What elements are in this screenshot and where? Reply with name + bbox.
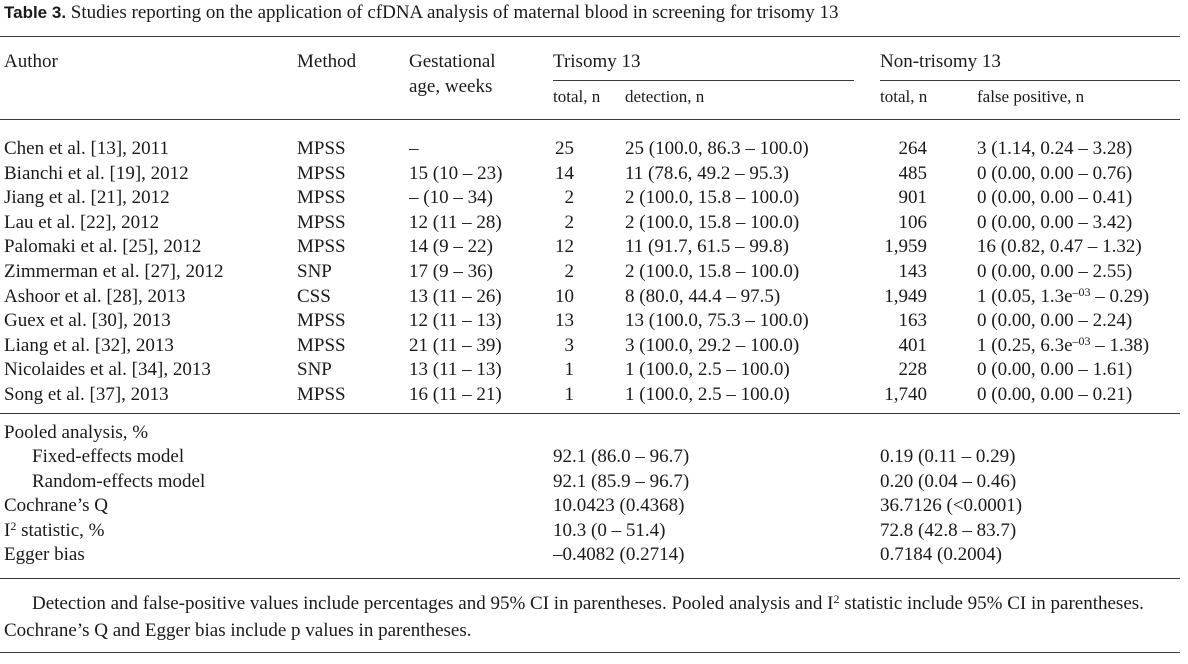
pooled-random-non: 0.20 (0.04 – 0.46) — [880, 471, 1017, 492]
cochrane-t13: 10.0423 (0.4368) — [553, 495, 685, 516]
cell-gestational-age: 12 (11 – 13) — [409, 310, 502, 332]
cell-method: CSS — [297, 285, 331, 307]
cell-detection: 2 (100.0, 15.8 – 100.0) — [625, 187, 800, 209]
cell-detection: 3 (100.0, 29.2 – 100.0) — [625, 334, 800, 356]
egger-t13: –0.4082 (0.2714) — [553, 544, 685, 565]
cell-gestational-age: 13 (11 – 13) — [409, 359, 502, 381]
cell-author: Chen et al. [13], 2011 — [4, 138, 169, 159]
cell-false-positive: 3 (1.14, 0.24 – 3.28) — [977, 138, 1133, 159]
cell-nontrisomy-total: 1,949 — [884, 285, 927, 307]
cell-method: MPSS — [297, 236, 346, 258]
pooled-fixed-non: 0.19 (0.11 – 0.29) — [880, 446, 1016, 467]
pooled-heading: Pooled analysis, % — [4, 422, 149, 443]
cell-trisomy-total: 10 — [555, 285, 574, 307]
header-rule — [0, 119, 1180, 120]
cell-detection: 2 (100.0, 15.8 – 100.0) — [625, 261, 800, 282]
header-detection-n: detection, n — [625, 87, 705, 106]
cell-trisomy-total: 14 — [555, 162, 574, 184]
header-false-positive-n: false positive, n — [977, 87, 1085, 106]
cell-method: MPSS — [297, 310, 346, 332]
pooled-random-label: Random-effects model — [32, 471, 206, 492]
cell-method: MPSS — [297, 334, 346, 356]
footnote-sup: 2 — [833, 592, 840, 606]
pooled-fixed-t13: 92.1 (86.0 – 96.7) — [553, 446, 690, 467]
cell-false-positive: 1 (0.25, $6.3e^{-03} - 1.38$) — [977, 333, 1150, 356]
header-nontrisomy: Non-trisomy 13 — [880, 51, 1001, 72]
header-trisomy: Trisomy 13 — [553, 51, 641, 72]
cell-method: MPSS — [297, 384, 346, 405]
cell-gestational-age: – — [409, 138, 419, 159]
cell-method: MPSS — [297, 211, 346, 233]
cell-detection: 13 (100.0, 75.3 – 100.0) — [625, 310, 809, 332]
cochrane-non: 36.7126 (<0.0001) — [880, 495, 1023, 516]
cell-nontrisomy-total: 1,740 — [884, 384, 927, 405]
pooled-random-t13: 92.1 (85.9 – 96.7) — [553, 471, 690, 492]
table-footnote — [4, 590, 1184, 644]
header-gestational-line2: age, weeks — [409, 76, 493, 97]
egger-label: Egger bias — [4, 544, 85, 565]
table-caption-text: Studies reporting on the application of cfDNA analysis of maternal blood in screening for trisomy 13 — [66, 2, 839, 23]
header-total-n-non: total, n — [880, 87, 928, 106]
cell-method: MPSS — [297, 162, 346, 184]
cell-gestational-age: 14 (9 – 22) — [409, 236, 493, 258]
cell-method: MPSS — [297, 187, 346, 209]
cell-detection: 8 (80.0, 44.4 – 97.5) — [625, 285, 781, 307]
cell-author: Ashoor et al. [28], 2013 — [4, 285, 186, 307]
cell-method: SNP — [297, 261, 332, 282]
cell-gestational-age: 16 (11 – 21) — [409, 384, 502, 405]
cell-false-positive: 0 (0.00, 0.00 – 0.21) — [977, 384, 1133, 405]
egger-non: 0.7184 (0.2004) — [880, 544, 1002, 565]
cell-author: Palomaki et al. [25], 2012 — [4, 236, 202, 258]
nontrisomy-span-rule — [880, 80, 1180, 81]
trisomy-span-rule — [553, 80, 854, 81]
body-rule — [0, 413, 1180, 414]
cell-author: Jiang et al. [21], 2012 — [4, 187, 170, 209]
i2-label-rest: statistic, % — [16, 520, 105, 541]
cell-nontrisomy-total: 106 — [898, 211, 927, 233]
cell-gestational-age: 17 (9 – 36) — [409, 261, 493, 282]
cell-method: SNP — [297, 359, 332, 381]
footnote-part1: Detection and false-positive values include percentages and 95% CI in parentheses. Pooled analysis and I — [32, 593, 834, 614]
cell-trisomy-total: 1 — [564, 359, 574, 381]
cell-false-positive: 0 (0.00, 0.00 – 3.42) — [977, 211, 1133, 233]
cell-trisomy-total: 13 — [555, 310, 574, 332]
cell-detection: 2 (100.0, 15.8 – 100.0) — [625, 211, 800, 233]
pooled-fixed-label: Fixed-effects model — [32, 446, 185, 467]
cell-author: Bianchi et al. [19], 2012 — [4, 162, 189, 184]
footnote-part2: statistic include 95% CI in parentheses. Cochrane’s Q and Egger bias include p values in parentheses. — [4, 593, 1144, 641]
cochrane-label: Cochrane’s Q — [4, 495, 108, 516]
cell-author: Guex et al. [30], 2013 — [4, 310, 171, 332]
cell-gestational-age: – (10 – 34) — [409, 187, 493, 209]
cell-author: Song et al. [37], 2013 — [4, 384, 169, 405]
header-method: Method — [297, 51, 357, 72]
cell-author: Liang et al. [32], 2013 — [4, 334, 174, 356]
cell-false-positive: 0 (0.00, 0.00 – 2.24) — [977, 310, 1133, 332]
i2-label — [4, 519, 104, 543]
cell-trisomy-total: 25 — [555, 138, 574, 159]
bottom-rule — [0, 578, 1180, 579]
i2-non: 72.8 (42.8 – 83.7) — [880, 520, 1017, 541]
cell-trisomy-total: 2 — [564, 211, 574, 233]
top-rule — [0, 36, 1180, 37]
cell-false-positive: 0 (0.00, 0.00 – 0.76) — [977, 162, 1133, 184]
cell-nontrisomy-total: 485 — [898, 162, 927, 184]
cell-nontrisomy-total: 163 — [898, 310, 927, 332]
cell-false-positive: 0 (0.00, 0.00 – 0.41) — [977, 187, 1133, 209]
cell-trisomy-total: 12 — [555, 236, 574, 258]
cell-nontrisomy-total: 228 — [898, 359, 927, 381]
cell-author: Nicolaides et al. [34], 2013 — [4, 359, 211, 381]
cell-trisomy-total: 2 — [564, 261, 574, 282]
cell-gestational-age: 13 (11 – 26) — [409, 285, 502, 307]
cell-method: MPSS — [297, 138, 346, 159]
cell-gestational-age: 12 (11 – 28) — [409, 211, 502, 233]
i2-label-base: I — [4, 520, 11, 541]
cell-nontrisomy-total: 901 — [898, 187, 927, 209]
cell-detection: 1 (100.0, 2.5 – 100.0) — [625, 384, 790, 405]
cell-author: Zimmerman et al. [27], 2012 — [4, 261, 224, 282]
cell-nontrisomy-total: 401 — [898, 334, 927, 356]
cell-false-positive: 1 (0.05, $1.3e^{-03} - 0.29$) — [977, 284, 1150, 307]
cell-author: Lau et al. [22], 2012 — [4, 211, 160, 233]
cell-gestational-age: 15 (10 – 23) — [409, 162, 503, 184]
i2-label-sup: 2 — [10, 519, 17, 533]
cell-detection: 11 (78.6, 49.2 – 95.3) — [625, 162, 789, 184]
i2-t13: 10.3 (0 – 51.4) — [553, 520, 666, 541]
cell-detection: 25 (100.0, 86.3 – 100.0) — [625, 138, 809, 159]
cell-false-positive: 0 (0.00, 0.00 – 2.55) — [977, 261, 1133, 282]
cell-gestational-age: 21 (11 – 39) — [409, 334, 502, 356]
cell-false-positive: 0 (0.00, 0.00 – 1.61) — [977, 359, 1133, 381]
table-caption — [4, 0, 1184, 26]
cell-false-positive: 16 (0.82, 0.47 – 1.32) — [977, 236, 1142, 258]
cell-nontrisomy-total: 143 — [898, 261, 927, 282]
cell-nontrisomy-total: 1,959 — [884, 236, 927, 258]
cell-detection: 1 (100.0, 2.5 – 100.0) — [625, 359, 790, 381]
footnote-rule — [0, 652, 1180, 653]
cell-detection: 11 (91.7, 61.5 – 99.8) — [625, 236, 789, 258]
cell-nontrisomy-total: 264 — [898, 138, 927, 159]
header-author: Author — [4, 51, 58, 72]
header-total-n: total, n — [553, 87, 601, 106]
cell-trisomy-total: 3 — [564, 334, 574, 356]
cell-trisomy-total: 2 — [564, 187, 574, 209]
table-caption-label: Table 3. — [4, 3, 67, 22]
cell-trisomy-total: 1 — [564, 384, 574, 405]
header-gestational-line1: Gestational — [409, 51, 496, 72]
